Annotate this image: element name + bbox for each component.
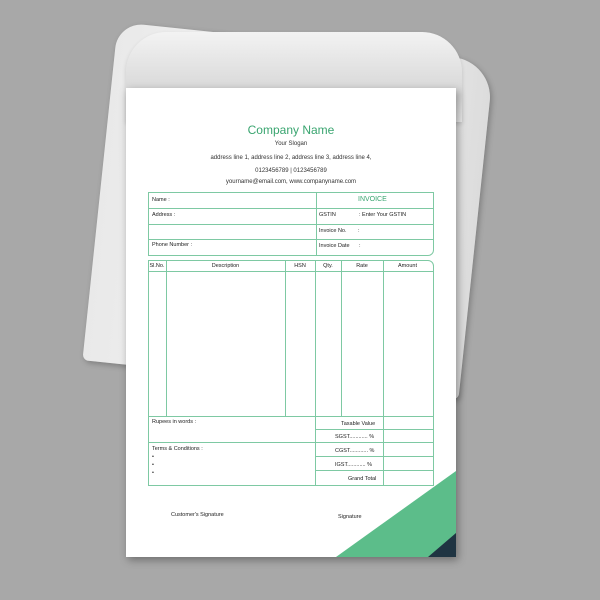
col-rule-1 [166, 260, 167, 416]
col-header-description: Description [211, 263, 240, 269]
phone-label: Phone Number : [152, 242, 193, 248]
col-rule-3 [315, 260, 316, 485]
grand-total-label: Grand Total [348, 476, 377, 482]
terms-bullet-1: • [152, 454, 154, 460]
company-slogan: Your Slogan [274, 141, 308, 147]
company-contact: yourname@email.com, www.companyname.com [225, 179, 357, 185]
col-rule-2 [285, 260, 286, 416]
col-rule-5 [383, 260, 384, 485]
invoice-date-label: Invoice Date [319, 243, 350, 249]
gstin-label: GSTIN [319, 212, 336, 218]
col-header-hsn: HSN [294, 263, 306, 269]
signature-label: Signature [338, 514, 362, 520]
taxable-value-label: Taxable Value [341, 421, 376, 427]
corner-dark-triangle [428, 533, 456, 557]
items-table [148, 260, 434, 486]
gstin-value: : Enter Your GSTIN [359, 212, 407, 218]
col-header-qty: Qty. [323, 263, 333, 269]
totals-row-rule-1 [315, 429, 433, 430]
details-divider-h2 [148, 224, 433, 225]
invoice-no-label: Invoice No. [319, 228, 347, 234]
company-address: address line 1, address line 2, address line 3, address line 4, [210, 155, 372, 161]
name-label: Name : [152, 197, 170, 203]
details-divider-h3 [148, 239, 433, 240]
igst-label: IGST............ % [335, 462, 372, 468]
company-name: Company Name [247, 123, 335, 137]
customer-signature-label: Customer's Signature [171, 512, 224, 518]
rupees-in-words-label: Rupees in words : [152, 419, 197, 425]
details-divider-h1 [148, 208, 433, 209]
totals-top-rule [148, 416, 433, 417]
col-header-slno: Sl.No. [149, 263, 165, 269]
terms-label: Terms & Conditions : [152, 446, 203, 452]
terms-bullet-3: • [152, 470, 154, 476]
invoice-date-colon: : [359, 243, 361, 249]
invoice-no-colon: : [358, 228, 360, 234]
invoice-sheet [126, 88, 456, 557]
col-header-rate: Rate [356, 263, 368, 269]
table-header-rule [148, 271, 433, 272]
totals-row-rule-2 [315, 442, 433, 443]
address-label: Address : [152, 212, 176, 218]
col-rule-4 [341, 260, 342, 416]
invoice-title: INVOICE [358, 196, 387, 203]
totals-row-rule-3 [315, 456, 433, 457]
rupees-bottom-rule [148, 442, 316, 443]
sgst-label: SGST............ % [335, 434, 375, 440]
company-phones: 0123456789 | 0123456789 [255, 168, 327, 174]
cgst-label: CGST............ % [335, 448, 375, 454]
terms-bullet-2: • [152, 462, 154, 468]
col-header-amount: Amount [398, 263, 417, 269]
